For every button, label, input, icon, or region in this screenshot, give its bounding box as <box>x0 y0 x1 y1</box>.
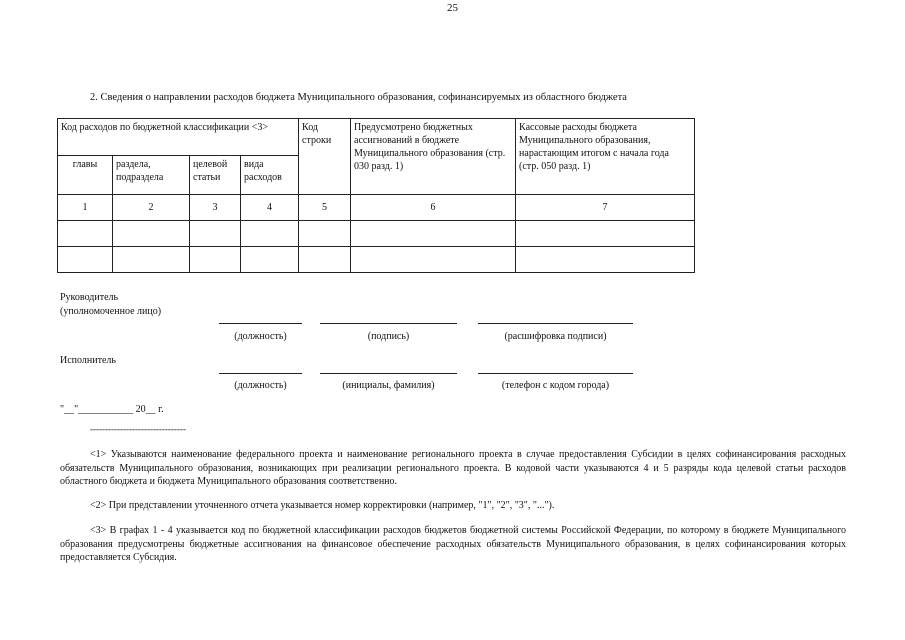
table-cell <box>516 247 695 273</box>
table-cell <box>113 247 190 273</box>
subheader-section: раздела, подраздела <box>113 156 190 195</box>
executor-phone-line <box>478 373 633 374</box>
column-number: 6 <box>351 195 516 221</box>
footnote-3: <3> В графах 1 - 4 указывается код по бюджетной классификации расходов бюджетов бюджетной системы Российской Федерации, по которому в бюджете Муниципального образования предусмотрены бюджетные ассигнования на финансовое обеспечение расходных обязательств Муниципального образования, в целях софинансирования которых предоставляется Субсидия. <box>60 525 846 563</box>
subheader-target: целевой статьи <box>190 156 241 195</box>
table-cell <box>351 221 516 247</box>
executor-position-caption: (должность) <box>234 380 287 391</box>
table-cell <box>241 247 299 273</box>
table-header-row <box>58 119 695 156</box>
column-numbers-row <box>58 195 695 221</box>
executor-label: Исполнитель <box>60 355 116 366</box>
column-number: 3 <box>190 195 241 221</box>
table-cell <box>351 247 516 273</box>
footnote-1: <1> Указываются наименование федерального проекта и наименование регионального проекта в случае предоставления Субсидии в целях софинансирования расходных обязательств Муниципального образования, возникающих при реализации регионального проекта. В кодовой части указываются 4 и 5 разряды кода целевой статьи расходов областного бюджета и бюджета Муниципального образования соответственно. <box>60 449 846 487</box>
head-name-caption: (расшифровка подписи) <box>504 331 607 342</box>
subheader-type: вида расходов <box>241 156 299 195</box>
table-row <box>58 247 695 273</box>
header-line-code: Код строки <box>299 119 351 195</box>
footnote-2: <2> При представлении уточненного отчета указывается номер корректировки (например, "1", "2", "3", "..."). <box>90 500 555 511</box>
table-cell <box>190 221 241 247</box>
table-cell <box>299 247 351 273</box>
table-cell <box>113 221 190 247</box>
head-signature-caption: (подпись) <box>367 331 410 342</box>
executor-phone-caption: (телефон с кодом города) <box>501 380 610 391</box>
expenses-table <box>57 118 695 273</box>
head-label-sub: (уполномоченное лицо) <box>60 306 162 317</box>
column-number: 7 <box>516 195 695 221</box>
table-cell <box>299 221 351 247</box>
subheader-chapter: главы <box>58 156 113 195</box>
column-number: 4 <box>241 195 299 221</box>
table-cell <box>58 247 113 273</box>
head-label: Руководитель <box>60 292 119 303</box>
table-cell <box>190 247 241 273</box>
head-name-line <box>478 323 633 324</box>
head-position-caption: (должность) <box>234 331 287 342</box>
table-row <box>58 221 695 247</box>
header-cash: Кассовые расходы бюджета Муниципального образования, нарастающим итогом с начала года (стр. 050 разд. 1) <box>516 119 695 195</box>
column-number: 5 <box>299 195 351 221</box>
date-line: "__"___________ 20__ г. <box>60 404 164 415</box>
executor-name-line <box>320 373 457 374</box>
head-signature-line <box>320 323 457 324</box>
header-code-group: Код расходов по бюджетной классификации <3> <box>58 119 299 156</box>
column-number: 2 <box>113 195 190 221</box>
executor-name-caption: (инициалы, фамилия) <box>342 380 435 391</box>
table-cell <box>241 221 299 247</box>
page-number: 25 <box>447 2 458 14</box>
header-planned: Предусмотрено бюджетных ассигнований в бюджете Муниципального образования (стр. 030 разд. 1) <box>351 119 516 195</box>
column-number: 1 <box>58 195 113 221</box>
table-cell <box>58 221 113 247</box>
executor-position-line <box>219 373 302 374</box>
section-heading: 2. Сведения о направлении расходов бюджета Муниципального образования, софинансируемых из областного бюджета <box>90 92 627 103</box>
footnote-separator: -------------------------------- <box>90 424 186 434</box>
head-position-line <box>219 323 302 324</box>
table-cell <box>516 221 695 247</box>
